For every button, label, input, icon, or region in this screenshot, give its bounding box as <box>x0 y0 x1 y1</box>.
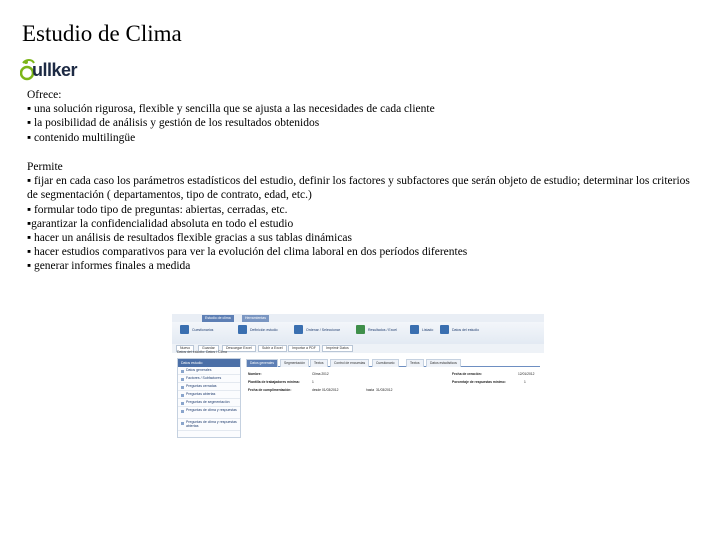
logo-text: ullker <box>32 60 78 80</box>
print-button[interactable]: Imprimir Datos <box>322 345 353 352</box>
download-excel-button[interactable]: Descargar Excel <box>222 345 256 352</box>
field-porcentaje: Porcentaje de respuestas mínimo: <box>452 380 506 384</box>
permite-item: ▪garantizar la confidencialidad absoluta en todo el estudio <box>27 217 294 230</box>
offer-item: ▪ contenido multilingüe <box>27 131 136 144</box>
data-icon <box>440 325 449 334</box>
permite-section <box>27 160 692 274</box>
save-button[interactable]: Guardar <box>198 345 219 352</box>
app-subbar <box>172 344 544 353</box>
new-button[interactable]: Nuevo <box>176 345 194 352</box>
permite-item: ▪ generar informes finales a medida <box>27 260 191 273</box>
tab-textos[interactable]: Textos <box>310 359 328 367</box>
offer-item: ▪ una solución rigurosa, flexible y sencilla que se ajusta a las necesidades de cada cliente <box>27 103 435 116</box>
field-porcentaje-value[interactable]: 1 <box>524 380 526 384</box>
sidebar-item[interactable]: Preguntas cerradas <box>178 383 240 391</box>
permite-heading: Permite <box>27 161 63 173</box>
sidebar-item[interactable]: Factores / Subfactores <box>178 375 240 383</box>
ullker-logo <box>20 58 92 84</box>
excel-icon <box>356 325 365 334</box>
permite-item: ▪ hacer un análisis de resultados flexible gracias a sus tablas dinámicas <box>27 232 353 245</box>
app-main-panel <box>246 358 540 438</box>
main-tabs <box>246 358 540 367</box>
offer-section <box>27 88 687 145</box>
sort-icon <box>294 325 303 334</box>
offer-heading: Ofrece: <box>27 89 62 101</box>
app-sidebar <box>177 358 241 438</box>
app-top-tab[interactable]: Estudio de clima <box>202 315 234 322</box>
upload-excel-button[interactable]: Subir a Excel <box>258 345 287 352</box>
tool-datos[interactable]: Datos del estudio <box>440 325 479 335</box>
field-fecha-cumplimentacion: Fecha de cumplimentación: <box>248 388 292 392</box>
tab-datos-generales[interactable]: Datos generales <box>246 359 278 367</box>
field-nombre: Nombre: <box>248 372 262 376</box>
sidebar-item[interactable]: Preguntas de clima y respuestas abiertas <box>178 419 240 431</box>
field-hasta-value[interactable]: 31/03/2012 <box>376 388 393 392</box>
app-top-tab[interactable]: Herramientas <box>242 315 269 322</box>
field-desde-label: desde <box>312 388 321 392</box>
tool-definicion[interactable]: Definición estudio <box>238 325 278 335</box>
offer-item: ▪ la posibilidad de análisis y gestión de los resultados obtenidos <box>27 117 320 130</box>
field-nombre-value[interactable]: Clima 2012 <box>312 372 329 376</box>
breadcrumb: Datos del estudio: Datos / Clima <box>177 350 227 354</box>
field-desde-value[interactable]: 01/03/2012 <box>322 388 339 392</box>
import-pdf-button[interactable]: Importar a PDF <box>288 345 320 352</box>
tool-cuestionarios[interactable]: Cuestionarios <box>180 325 213 335</box>
sidebar-item[interactable]: Preguntas abiertas <box>178 391 240 399</box>
app-screenshot <box>172 314 544 442</box>
tool-resultados[interactable]: Resultados / Excel <box>356 325 397 335</box>
sidebar-item[interactable]: Datos generales <box>178 367 240 375</box>
tool-ordenar[interactable]: Ordenar / Seleccionar <box>294 325 340 335</box>
field-plantilla: Plantilla de trabajadores mínima: <box>248 380 300 384</box>
sidebar-header: Datos estudio <box>178 359 240 367</box>
definition-icon <box>238 325 247 334</box>
app-toolbar <box>172 322 544 350</box>
tool-listado[interactable]: Listado <box>410 325 433 335</box>
tab-textos-2[interactable]: Textos <box>406 359 424 367</box>
permite-item: ▪ fijar en cada caso los parámetros estadísticos del estudio, definir los factores y subfactores que serán objeto de estudio; determinar los criterios de segmentación ( departamentos, tipo de contrato, edad, etc.) <box>27 175 690 202</box>
permite-item: ▪ formular todo tipo de preguntas: abiertas, cerradas, etc. <box>27 203 288 216</box>
field-plantilla-value[interactable]: 1 <box>312 380 314 384</box>
tab-cuestionario[interactable]: Cuestionario <box>372 359 399 367</box>
tab-datos-estadisticos[interactable]: Datos estadísticos <box>426 359 461 367</box>
tab-control-encuestas[interactable]: Control de encuestas <box>330 359 369 367</box>
sidebar-item[interactable]: Preguntas de clima y respuestas <box>178 407 240 419</box>
field-fecha-creacion: Fecha de creación: <box>452 372 482 376</box>
app-top-tabs <box>172 314 544 322</box>
sidebar-item[interactable]: Preguntas de segmentación <box>178 399 240 407</box>
field-hasta-label: hasta <box>366 388 375 392</box>
page-title: Estudio de Clima <box>22 21 182 46</box>
field-fecha-creacion-value[interactable]: 12/01/2012 <box>518 372 535 376</box>
questionnaire-icon <box>180 325 189 334</box>
tab-segmentacion[interactable]: Segmentación <box>280 359 309 367</box>
list-icon <box>410 325 419 334</box>
permite-item: ▪ hacer estudios comparativos para ver la evolución del clima laboral en dos períodos diferentes <box>27 246 468 259</box>
